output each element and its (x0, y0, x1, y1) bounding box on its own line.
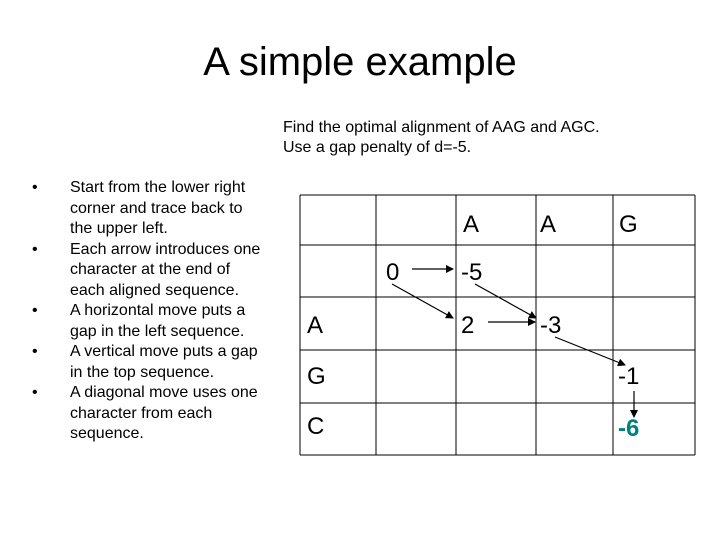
matrix-cell-value: -5 (461, 259, 483, 286)
instruction-line: gap in the left sequence. (70, 322, 245, 340)
matrix-cell-value: -3 (540, 312, 562, 339)
bullet-icon: • (32, 179, 38, 196)
instruction-line: character at the end of (70, 261, 231, 278)
problem-line-1: Find the optimal alignment of AAG and AGC. (283, 119, 600, 136)
bullet-icon: • (32, 302, 38, 319)
matrix-cell-value: -1 (618, 363, 640, 390)
row-header: C (307, 413, 325, 440)
slide-title: A simple example (203, 40, 517, 84)
instruction-line: the upper left. (70, 220, 168, 237)
instruction-line: A horizontal move puts a (70, 302, 246, 319)
instruction-line: character from each (70, 404, 213, 422)
instruction-line: each aligned sequence. (70, 281, 240, 299)
matrix-cell-value: 0 (386, 259, 400, 286)
instruction-line: corner and trace back to (70, 199, 243, 217)
instruction-line: Each arrow introduces one (70, 240, 261, 258)
col-header: A (463, 211, 480, 238)
final-score-value: -6 (618, 415, 640, 442)
row-header: G (307, 363, 326, 390)
matrix-cell-value: 2 (461, 312, 475, 339)
problem-line-2: Use a gap penalty of d=-5. (283, 139, 472, 156)
col-header: G (619, 211, 638, 238)
instruction-line: A vertical move puts a gap (70, 343, 258, 360)
row-header: A (307, 312, 324, 339)
instruction-line: sequence. (70, 425, 144, 442)
arrow-diagonal-icon (392, 284, 453, 318)
arrow-diagonal-icon (475, 284, 536, 318)
bullet-icon: • (32, 384, 38, 401)
instruction-line: in the top sequence. (70, 363, 215, 381)
traceback-arrows (392, 269, 634, 417)
bullet-icon: • (32, 240, 38, 258)
col-header: A (540, 211, 557, 238)
instruction-line: A diagonal move uses one (70, 384, 258, 401)
instruction-line: Start from the lower right (70, 179, 246, 196)
bullet-icon: • (32, 343, 38, 360)
arrow-diagonal-icon (555, 337, 625, 365)
